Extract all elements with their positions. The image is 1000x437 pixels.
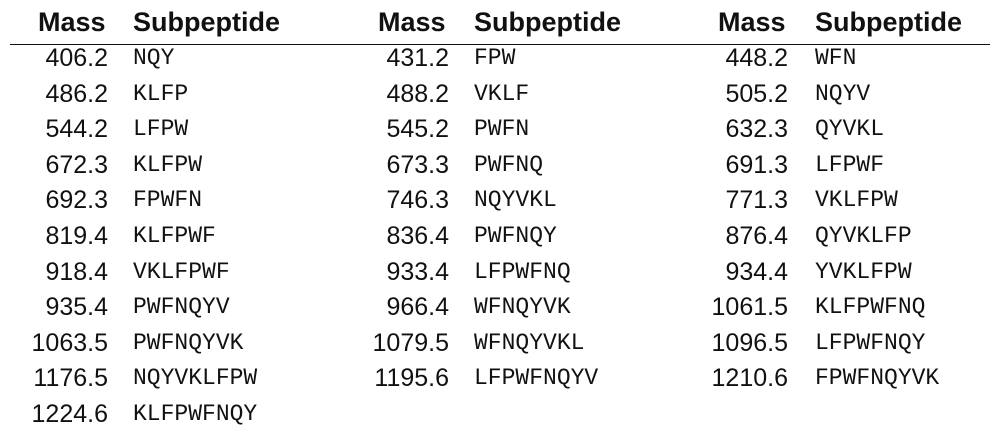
mass-value: 673.3 — [386, 151, 449, 179]
mass-value: 692.3 — [45, 186, 108, 214]
subpeptide-value: FPWFN — [133, 187, 203, 213]
subpeptide-value: VKLF — [474, 81, 530, 107]
subpeptide-value: KLFPW — [133, 152, 203, 178]
mass-header: Mass — [378, 7, 446, 37]
mass-value: 431.2 — [386, 44, 449, 72]
subpeptide-value: PWFNQ — [474, 152, 544, 178]
mass-value: 771.3 — [725, 186, 788, 214]
subpeptide-header: Subpeptide — [474, 7, 621, 37]
subpeptide-value: KLFPWFNQ — [815, 294, 926, 320]
mass-value: 448.2 — [725, 44, 788, 72]
subpeptide-value: NQYVKLFPW — [133, 365, 258, 391]
mass-value: 1096.5 — [711, 329, 788, 357]
mass-value: 1176.5 — [33, 364, 108, 392]
subpeptide-value: NQYV — [815, 81, 871, 107]
mass-header: Mass — [718, 7, 786, 37]
subpeptide-value: NQYVKL — [474, 187, 557, 213]
subpeptide-value: QYVKL — [815, 116, 885, 142]
mass-value: 1063.5 — [31, 329, 108, 357]
mass-value: 1195.6 — [374, 364, 449, 392]
mass-value: 918.4 — [45, 258, 108, 286]
subpeptide-value: LFPWFNQY — [815, 330, 926, 356]
subpeptide-value: PWFNQYV — [133, 294, 230, 320]
subpeptide-value: KLFP — [133, 81, 189, 107]
mass-value: 933.4 — [386, 258, 449, 286]
subpeptide-value: FPW — [474, 45, 516, 71]
mass-value: 691.3 — [725, 151, 788, 179]
mass-value: 672.3 — [45, 151, 108, 179]
mass-value: 1061.5 — [711, 293, 788, 321]
subpeptide-value: WFNQYVK — [474, 294, 571, 320]
subpeptide-value: LFPWFNQ — [474, 259, 571, 285]
mass-value: 488.2 — [386, 80, 449, 108]
mass-value: 876.4 — [725, 222, 788, 250]
subpeptide-value: KLFPWF — [133, 223, 216, 249]
mass-value: 1224.6 — [31, 400, 108, 428]
mass-value: 486.2 — [45, 80, 108, 108]
subpeptide-value: PWFNQYVK — [133, 330, 244, 356]
subpeptide-value: FPWFNQYVK — [815, 365, 940, 391]
subpeptide-value: WFN — [815, 45, 857, 71]
subpeptide-value: LFPW — [133, 116, 189, 142]
subpeptide-header: Subpeptide — [133, 7, 280, 37]
mass-value: 935.4 — [45, 293, 108, 321]
subpeptide-value: KLFPWFNQY — [133, 401, 258, 427]
subpeptide-value: WFNQYVKL — [474, 330, 585, 356]
subpeptide-value: QYVKLFP — [815, 223, 912, 249]
subpeptide-value: PWFNQY — [474, 223, 557, 249]
mass-value: 632.3 — [725, 115, 788, 143]
subpeptide-header: Subpeptide — [815, 7, 962, 37]
mass-value: 406.2 — [45, 44, 108, 72]
subpeptide-value: NQY — [133, 45, 175, 71]
subpeptide-value: PWFN — [474, 116, 530, 142]
mass-value: 505.2 — [725, 80, 788, 108]
mass-value: 819.4 — [45, 222, 108, 250]
mass-value: 746.3 — [386, 186, 449, 214]
mass-value: 934.4 — [725, 258, 788, 286]
mass-value: 545.2 — [386, 115, 449, 143]
mass-value: 966.4 — [386, 293, 449, 321]
subpeptide-value: LFPWF — [815, 152, 885, 178]
subpeptide-value: VKLFPWF — [133, 259, 230, 285]
mass-value: 1079.5 — [372, 329, 449, 357]
subpeptide-value: LFPWFNQYV — [474, 365, 599, 391]
mass-value: 544.2 — [45, 115, 108, 143]
mass-value: 1210.6 — [711, 364, 788, 392]
mass-value: 836.4 — [386, 222, 449, 250]
subpeptide-value: YVKLFPW — [815, 259, 912, 285]
subpeptide-value: VKLFPW — [815, 187, 898, 213]
mass-header: Mass — [38, 7, 106, 37]
